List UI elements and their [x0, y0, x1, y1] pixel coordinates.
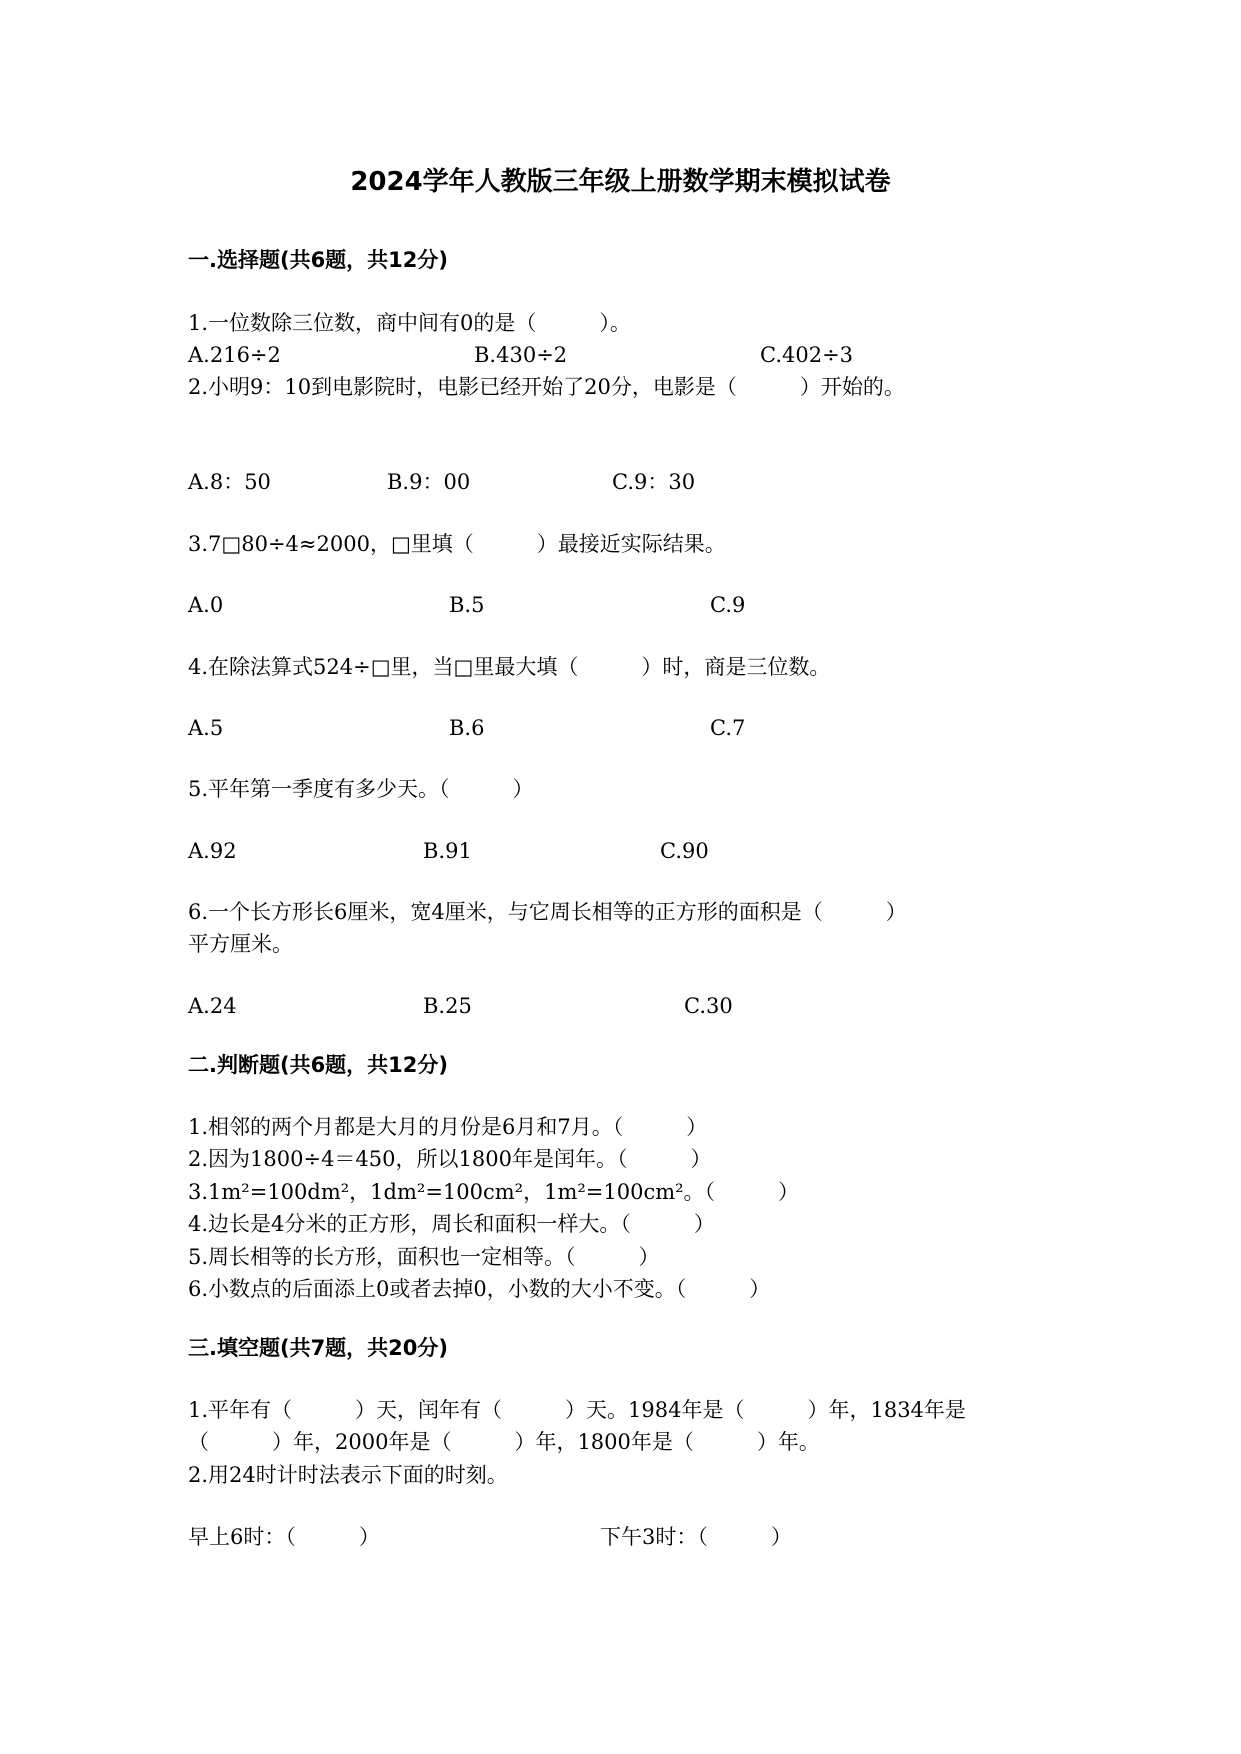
option-b: B.9：00: [387, 470, 471, 494]
option-a: A.92: [188, 839, 237, 863]
question-text: 4.在除法算式524÷□里，当□里最大填（ ）时，商是三位数。: [188, 655, 831, 679]
option-c: C.30: [684, 994, 733, 1018]
question-text: 1.一位数除三位数，商中间有0的是（ ）。: [188, 311, 631, 335]
judgement-item: 6.小数点的后面添上0或者去掉0，小数的大小不变。（ ）: [188, 1277, 771, 1301]
fill-blank-part: 早上6时：（ ）: [188, 1525, 380, 1549]
option-b: B.91: [423, 839, 472, 863]
question-text: 5.平年第一季度有多少天。（ ）: [188, 777, 534, 801]
judgement-item: 1.相邻的两个月都是大月的月份是6月和7月。（ ）: [188, 1115, 708, 1139]
option-b: B.6: [449, 716, 485, 740]
question-text: 3.7□80÷4≈2000，□里填（ ）最接近实际结果。: [188, 532, 726, 556]
page-title: 2024学年人教版三年级上册数学期末模拟试卷: [350, 167, 891, 197]
judgement-item: 3.1m²=100dm²，1dm²=100cm²，1m²=100cm²。（ ）: [188, 1180, 800, 1204]
option-c: C.7: [710, 716, 746, 740]
fill-blank-item: 2.用24时计时法表示下面的时刻。: [188, 1463, 508, 1487]
option-c: C.402÷3: [760, 343, 854, 367]
option-a: A.216÷2: [188, 343, 281, 367]
question-text: 2.小明9：10到电影院时，电影已经开始了20分，电影是（ ）开始的。: [188, 375, 905, 399]
judgement-item: 2.因为1800÷4＝450，所以1800年是闰年。（ ）: [188, 1147, 712, 1171]
fill-blank-part: 下午3时：（ ）: [600, 1525, 792, 1549]
option-b: B.25: [423, 994, 472, 1018]
option-a: A.24: [188, 994, 237, 1018]
option-c: C.9：30: [612, 470, 696, 494]
question-text-cont: 平方厘米。: [188, 932, 293, 956]
option-a: A.5: [188, 716, 224, 740]
question-text: 6.一个长方形长6厘米，宽4厘米，与它周长相等的正方形的面积是（ ）: [188, 900, 907, 924]
option-a: A.0: [188, 593, 224, 617]
fill-blank-item-cont: （ ）年，2000年是（ ）年，1800年是（ ）年。: [188, 1430, 820, 1454]
judgement-item: 4.边长是4分米的正方形，周长和面积一样大。（ ）: [188, 1212, 715, 1236]
option-a: A.8：50: [188, 470, 271, 494]
section-heading-judgement: 二.判断题(共6题，共12分): [188, 1053, 449, 1077]
option-b: B.5: [449, 593, 485, 617]
section-heading-fill-blank: 三.填空题(共7题，共20分): [188, 1336, 449, 1360]
judgement-item: 5.周长相等的长方形，面积也一定相等。（ ）: [188, 1245, 660, 1269]
option-c: C.90: [660, 839, 709, 863]
option-c: C.9: [710, 593, 746, 617]
fill-blank-item: 1.平年有（ ）天，闰年有（ ）天。1984年是（ ）年，1834年是: [188, 1398, 966, 1422]
option-b: B.430÷2: [474, 343, 568, 367]
section-heading-choice: 一.选择题(共6题，共12分): [188, 248, 449, 272]
